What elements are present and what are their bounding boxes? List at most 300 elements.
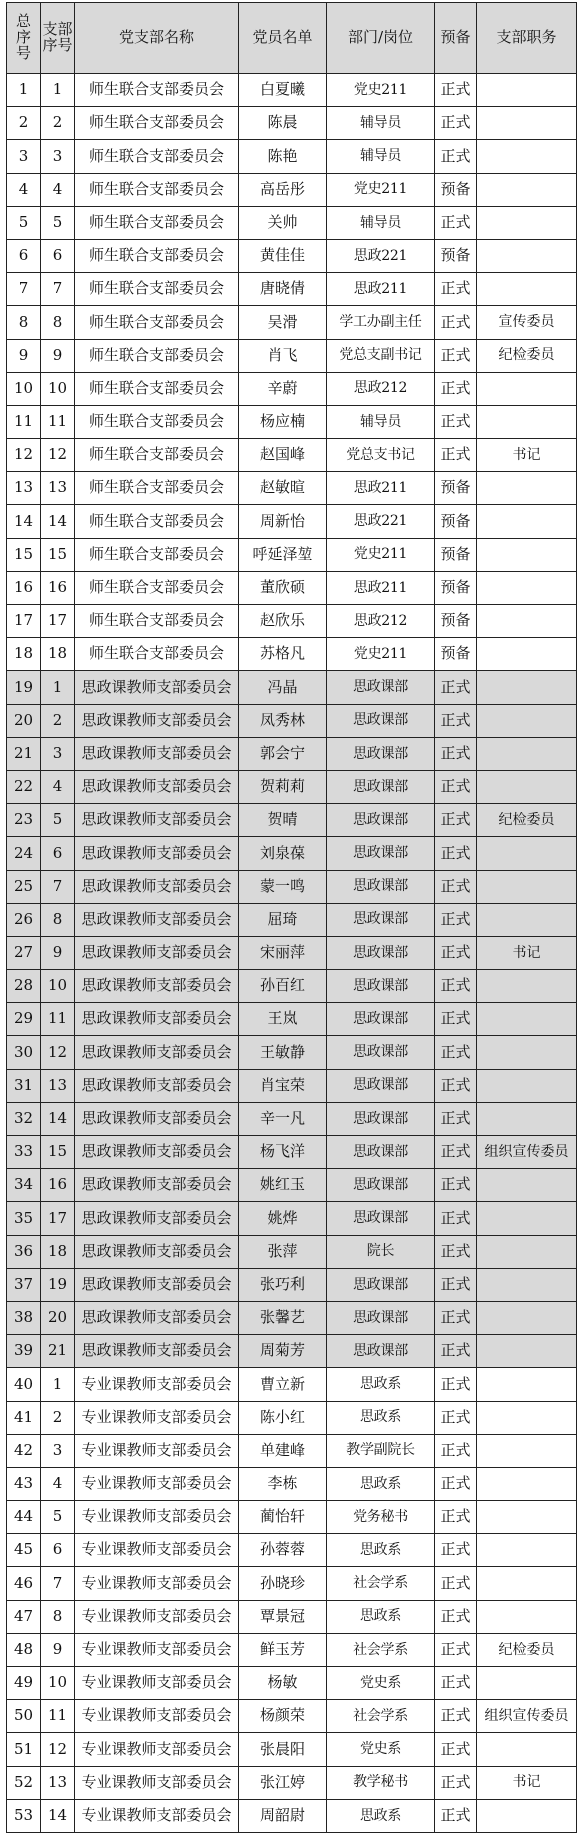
cell-branch-no: 4 — [41, 770, 75, 803]
cell-probation: 正式 — [435, 837, 477, 870]
cell-probation: 正式 — [435, 1700, 477, 1733]
cell-branch-no: 14 — [41, 1799, 75, 1832]
cell-probation: 正式 — [435, 1301, 477, 1334]
table-row — [7, 1766, 577, 1799]
table-row — [7, 306, 577, 339]
cell-branch-role — [477, 1102, 577, 1135]
cell-probation: 正式 — [435, 1667, 477, 1700]
cell-dept-position: 思政课部 — [327, 936, 435, 969]
cell-total-no: 4 — [7, 173, 41, 206]
cell-dept-position: 思政211 — [327, 273, 435, 306]
cell-branch-no: 6 — [41, 837, 75, 870]
cell-branch-role — [477, 1235, 577, 1268]
cell-total-no: 51 — [7, 1733, 41, 1766]
cell-branch-name: 思政课教师支部委员会 — [75, 1003, 239, 1036]
cell-member-name: 姚红玉 — [239, 1169, 327, 1202]
cell-branch-name: 专业课教师支部委员会 — [75, 1501, 239, 1534]
cell-total-no: 31 — [7, 1069, 41, 1102]
cell-branch-name: 师生联合支部委员会 — [75, 439, 239, 472]
cell-branch-name: 师生联合支部委员会 — [75, 339, 239, 372]
cell-branch-name: 思政课教师支部委员会 — [75, 1102, 239, 1135]
cell-branch-name: 师生联合支部委员会 — [75, 405, 239, 438]
cell-dept-position: 党史211 — [327, 173, 435, 206]
cell-probation: 正式 — [435, 1069, 477, 1102]
cell-dept-position: 党务秘书 — [327, 1501, 435, 1534]
cell-branch-no: 9 — [41, 339, 75, 372]
cell-dept-position: 思政课部 — [327, 970, 435, 1003]
cell-total-no: 41 — [7, 1401, 41, 1434]
cell-branch-role: 组织宣传委员 — [477, 1700, 577, 1733]
cell-member-name: 辛一凡 — [239, 1102, 327, 1135]
table-row — [7, 239, 577, 272]
cell-branch-name: 思政课教师支部委员会 — [75, 704, 239, 737]
cell-branch-role — [477, 1667, 577, 1700]
cell-branch-role — [477, 1368, 577, 1401]
cell-probation: 正式 — [435, 1368, 477, 1401]
cell-branch-name: 思政课教师支部委员会 — [75, 1301, 239, 1334]
cell-branch-no: 18 — [41, 1235, 75, 1268]
cell-probation: 正式 — [435, 1036, 477, 1069]
cell-member-name: 郭会宁 — [239, 737, 327, 770]
cell-member-name: 张馨艺 — [239, 1301, 327, 1334]
cell-dept-position: 党史211 — [327, 638, 435, 671]
cell-dept-position: 思政课部 — [327, 837, 435, 870]
cell-total-no: 42 — [7, 1434, 41, 1467]
cell-branch-name: 师生联合支部委员会 — [75, 74, 239, 107]
cell-branch-no: 1 — [41, 74, 75, 107]
table-row — [7, 837, 577, 870]
cell-branch-role — [477, 1733, 577, 1766]
table-row — [7, 804, 577, 837]
cell-probation: 正式 — [435, 74, 477, 107]
header-branch-role: 支部职务 — [477, 3, 577, 74]
cell-branch-name: 专业课教师支部委员会 — [75, 1700, 239, 1733]
cell-member-name: 杨飞洋 — [239, 1136, 327, 1169]
cell-total-no: 2 — [7, 107, 41, 140]
cell-branch-role: 纪检委员 — [477, 804, 577, 837]
cell-branch-no: 20 — [41, 1301, 75, 1334]
cell-total-no: 29 — [7, 1003, 41, 1036]
cell-dept-position: 思政221 — [327, 239, 435, 272]
cell-branch-role — [477, 605, 577, 638]
cell-dept-position: 党史211 — [327, 538, 435, 571]
table-row — [7, 1169, 577, 1202]
cell-branch-no: 17 — [41, 1202, 75, 1235]
cell-branch-name: 专业课教师支部委员会 — [75, 1733, 239, 1766]
cell-dept-position: 思政212 — [327, 372, 435, 405]
cell-member-name: 冯晶 — [239, 671, 327, 704]
cell-branch-role — [477, 970, 577, 1003]
cell-branch-role: 宣传委员 — [477, 306, 577, 339]
cell-total-no: 11 — [7, 405, 41, 438]
cell-branch-no: 8 — [41, 306, 75, 339]
table-row — [7, 339, 577, 372]
cell-member-name: 苏格凡 — [239, 638, 327, 671]
table-row — [7, 571, 577, 604]
cell-member-name: 高岳彤 — [239, 173, 327, 206]
cell-dept-position: 教学副院长 — [327, 1434, 435, 1467]
cell-total-no: 9 — [7, 339, 41, 372]
cell-dept-position: 社会学系 — [327, 1700, 435, 1733]
cell-probation: 正式 — [435, 1136, 477, 1169]
cell-branch-role — [477, 1268, 577, 1301]
cell-branch-name: 专业课教师支部委员会 — [75, 1534, 239, 1567]
cell-member-name: 王岚 — [239, 1003, 327, 1036]
cell-branch-no: 9 — [41, 936, 75, 969]
cell-probation: 正式 — [435, 870, 477, 903]
table-row — [7, 1401, 577, 1434]
header-branch-name: 党支部名称 — [75, 3, 239, 74]
cell-probation: 正式 — [435, 737, 477, 770]
cell-branch-no: 18 — [41, 638, 75, 671]
cell-dept-position: 思政系 — [327, 1401, 435, 1434]
cell-probation: 正式 — [435, 936, 477, 969]
cell-branch-no: 7 — [41, 1567, 75, 1600]
cell-probation: 正式 — [435, 671, 477, 704]
cell-branch-role — [477, 173, 577, 206]
cell-dept-position: 社会学系 — [327, 1567, 435, 1600]
table-row — [7, 605, 577, 638]
cell-member-name: 贺晴 — [239, 804, 327, 837]
cell-member-name: 屈琦 — [239, 903, 327, 936]
cell-probation: 正式 — [435, 1766, 477, 1799]
cell-dept-position: 辅导员 — [327, 405, 435, 438]
cell-total-no: 34 — [7, 1169, 41, 1202]
cell-member-name: 黄佳佳 — [239, 239, 327, 272]
cell-member-name: 刘泉葆 — [239, 837, 327, 870]
cell-branch-no: 19 — [41, 1268, 75, 1301]
cell-member-name: 吴滑 — [239, 306, 327, 339]
table-row — [7, 1534, 577, 1567]
cell-dept-position: 思政课部 — [327, 870, 435, 903]
cell-total-no: 38 — [7, 1301, 41, 1334]
cell-probation: 预备 — [435, 505, 477, 538]
cell-branch-role — [477, 1069, 577, 1102]
cell-total-no: 44 — [7, 1501, 41, 1534]
cell-branch-name: 师生联合支部委员会 — [75, 173, 239, 206]
cell-branch-no: 3 — [41, 737, 75, 770]
table-row — [7, 1467, 577, 1500]
table-row — [7, 1136, 577, 1169]
cell-branch-name: 师生联合支部委员会 — [75, 472, 239, 505]
cell-branch-role — [477, 239, 577, 272]
table-row — [7, 638, 577, 671]
cell-branch-no: 2 — [41, 107, 75, 140]
cell-member-name: 孙晓珍 — [239, 1567, 327, 1600]
cell-branch-name: 师生联合支部委员会 — [75, 140, 239, 173]
cell-branch-no: 1 — [41, 1368, 75, 1401]
cell-branch-name: 思政课教师支部委员会 — [75, 1136, 239, 1169]
cell-dept-position: 思政课部 — [327, 1003, 435, 1036]
table-row — [7, 704, 577, 737]
cell-total-no: 25 — [7, 870, 41, 903]
cell-branch-no: 17 — [41, 605, 75, 638]
cell-probation: 正式 — [435, 1235, 477, 1268]
table-row — [7, 1268, 577, 1301]
table-row — [7, 1036, 577, 1069]
table-row — [7, 870, 577, 903]
cell-dept-position: 思政221 — [327, 505, 435, 538]
cell-branch-name: 专业课教师支部委员会 — [75, 1766, 239, 1799]
cell-total-no: 10 — [7, 372, 41, 405]
cell-branch-role — [477, 671, 577, 704]
cell-branch-name: 思政课教师支部委员会 — [75, 671, 239, 704]
cell-branch-role — [477, 1202, 577, 1235]
cell-branch-role — [477, 704, 577, 737]
table-body — [7, 74, 577, 1833]
cell-branch-name: 思政课教师支部委员会 — [75, 870, 239, 903]
cell-branch-name: 专业课教师支部委员会 — [75, 1799, 239, 1832]
cell-dept-position: 思政课部 — [327, 1335, 435, 1368]
table-row — [7, 1003, 577, 1036]
cell-branch-name: 思政课教师支部委员会 — [75, 1268, 239, 1301]
cell-member-name: 张巧利 — [239, 1268, 327, 1301]
cell-branch-no: 1 — [41, 671, 75, 704]
cell-branch-role — [477, 1501, 577, 1534]
cell-total-no: 39 — [7, 1335, 41, 1368]
table-row — [7, 1368, 577, 1401]
cell-probation: 正式 — [435, 1401, 477, 1434]
cell-member-name: 杨颜荣 — [239, 1700, 327, 1733]
cell-dept-position: 党史系 — [327, 1667, 435, 1700]
cell-branch-name: 专业课教师支部委员会 — [75, 1368, 239, 1401]
cell-dept-position: 思政系 — [327, 1600, 435, 1633]
header-member-name: 党员名单 — [239, 3, 327, 74]
cell-branch-no: 4 — [41, 173, 75, 206]
cell-member-name: 陈艳 — [239, 140, 327, 173]
cell-member-name: 蒙一鸣 — [239, 870, 327, 903]
cell-member-name: 单建峰 — [239, 1434, 327, 1467]
cell-member-name: 覃景冠 — [239, 1600, 327, 1633]
cell-branch-no: 14 — [41, 505, 75, 538]
cell-member-name: 周菊芳 — [239, 1335, 327, 1368]
table-row — [7, 737, 577, 770]
cell-branch-role — [477, 1169, 577, 1202]
cell-branch-no: 9 — [41, 1633, 75, 1666]
cell-branch-name: 专业课教师支部委员会 — [75, 1633, 239, 1666]
cell-probation: 预备 — [435, 538, 477, 571]
cell-total-no: 50 — [7, 1700, 41, 1733]
cell-branch-role — [477, 770, 577, 803]
cell-branch-role: 组织宣传委员 — [477, 1136, 577, 1169]
cell-branch-no: 6 — [41, 1534, 75, 1567]
table-row — [7, 173, 577, 206]
cell-branch-name: 思政课教师支部委员会 — [75, 804, 239, 837]
cell-branch-no: 5 — [41, 804, 75, 837]
table-row — [7, 970, 577, 1003]
cell-branch-role: 纪检委员 — [477, 1633, 577, 1666]
table-row — [7, 1069, 577, 1102]
cell-member-name: 孙蓉蓉 — [239, 1534, 327, 1567]
cell-branch-no: 8 — [41, 903, 75, 936]
table-row — [7, 770, 577, 803]
cell-branch-name: 思政课教师支部委员会 — [75, 1235, 239, 1268]
cell-branch-role — [477, 737, 577, 770]
cell-dept-position: 学工办副主任 — [327, 306, 435, 339]
cell-probation: 正式 — [435, 1202, 477, 1235]
cell-branch-role — [477, 1335, 577, 1368]
cell-total-no: 53 — [7, 1799, 41, 1832]
cell-total-no: 46 — [7, 1567, 41, 1600]
cell-total-no: 28 — [7, 970, 41, 1003]
table-row — [7, 936, 577, 969]
cell-branch-no: 7 — [41, 870, 75, 903]
cell-branch-name: 专业课教师支部委员会 — [75, 1667, 239, 1700]
cell-branch-no: 21 — [41, 1335, 75, 1368]
cell-dept-position: 思政课部 — [327, 1136, 435, 1169]
table-row — [7, 1335, 577, 1368]
cell-probation: 正式 — [435, 1733, 477, 1766]
cell-total-no: 47 — [7, 1600, 41, 1633]
roster-sheet — [6, 2, 576, 1833]
cell-dept-position: 思政课部 — [327, 1102, 435, 1135]
cell-member-name: 辛蔚 — [239, 372, 327, 405]
cell-branch-no: 10 — [41, 970, 75, 1003]
cell-total-no: 23 — [7, 804, 41, 837]
cell-branch-role — [477, 837, 577, 870]
cell-probation: 预备 — [435, 571, 477, 604]
cell-branch-name: 专业课教师支部委员会 — [75, 1600, 239, 1633]
cell-branch-no: 10 — [41, 1667, 75, 1700]
cell-dept-position: 辅导员 — [327, 140, 435, 173]
cell-branch-name: 思政课教师支部委员会 — [75, 737, 239, 770]
cell-probation: 正式 — [435, 1003, 477, 1036]
cell-total-no: 6 — [7, 239, 41, 272]
cell-probation: 正式 — [435, 1467, 477, 1500]
cell-branch-no: 8 — [41, 1600, 75, 1633]
cell-branch-role — [477, 538, 577, 571]
cell-branch-role — [477, 903, 577, 936]
table-row — [7, 538, 577, 571]
cell-branch-name: 师生联合支部委员会 — [75, 505, 239, 538]
cell-member-name: 白夏曦 — [239, 74, 327, 107]
cell-dept-position: 思政课部 — [327, 1169, 435, 1202]
cell-member-name: 曹立新 — [239, 1368, 327, 1401]
cell-member-name: 周新怡 — [239, 505, 327, 538]
cell-total-no: 13 — [7, 472, 41, 505]
cell-total-no: 37 — [7, 1268, 41, 1301]
cell-branch-no: 3 — [41, 1434, 75, 1467]
cell-member-name: 宋丽萍 — [239, 936, 327, 969]
cell-probation: 正式 — [435, 405, 477, 438]
cell-dept-position: 党总支书记 — [327, 439, 435, 472]
cell-total-no: 33 — [7, 1136, 41, 1169]
party-member-table — [6, 2, 577, 1833]
cell-total-no: 35 — [7, 1202, 41, 1235]
cell-probation: 正式 — [435, 903, 477, 936]
cell-branch-role — [477, 1799, 577, 1832]
cell-branch-no: 15 — [41, 1136, 75, 1169]
table-row — [7, 1799, 577, 1832]
cell-dept-position: 思政课部 — [327, 903, 435, 936]
cell-member-name: 关帅 — [239, 206, 327, 239]
cell-dept-position: 思政课部 — [327, 671, 435, 704]
cell-probation: 正式 — [435, 1567, 477, 1600]
cell-total-no: 7 — [7, 273, 41, 306]
cell-dept-position: 思政课部 — [327, 804, 435, 837]
cell-probation: 正式 — [435, 1335, 477, 1368]
cell-branch-no: 11 — [41, 1003, 75, 1036]
cell-member-name: 姚烨 — [239, 1202, 327, 1235]
cell-probation: 正式 — [435, 1633, 477, 1666]
cell-dept-position: 辅导员 — [327, 206, 435, 239]
cell-branch-role — [477, 571, 577, 604]
cell-branch-name: 师生联合支部委员会 — [75, 538, 239, 571]
cell-dept-position: 思政课部 — [327, 1202, 435, 1235]
cell-branch-role — [477, 870, 577, 903]
cell-member-name: 陈晨 — [239, 107, 327, 140]
cell-branch-no: 5 — [41, 1501, 75, 1534]
cell-total-no: 22 — [7, 770, 41, 803]
table-row — [7, 206, 577, 239]
cell-dept-position: 党总支副书记 — [327, 339, 435, 372]
cell-branch-no: 12 — [41, 439, 75, 472]
header-branch-no: 支部 序号 — [41, 3, 75, 74]
cell-member-name: 赵国峰 — [239, 439, 327, 472]
cell-branch-no: 4 — [41, 1467, 75, 1500]
header-dept-position: 部门/岗位 — [327, 3, 435, 74]
cell-branch-name: 专业课教师支部委员会 — [75, 1567, 239, 1600]
cell-branch-no: 10 — [41, 372, 75, 405]
cell-branch-no: 2 — [41, 704, 75, 737]
cell-branch-no: 11 — [41, 1700, 75, 1733]
cell-total-no: 12 — [7, 439, 41, 472]
cell-dept-position: 院长 — [327, 1235, 435, 1268]
cell-member-name: 肖飞 — [239, 339, 327, 372]
cell-branch-role — [477, 206, 577, 239]
cell-probation: 正式 — [435, 1169, 477, 1202]
cell-branch-role — [477, 638, 577, 671]
cell-dept-position: 思政课部 — [327, 737, 435, 770]
cell-probation: 正式 — [435, 970, 477, 1003]
cell-dept-position: 思政系 — [327, 1534, 435, 1567]
cell-branch-no: 3 — [41, 140, 75, 173]
cell-member-name: 唐晓倩 — [239, 273, 327, 306]
cell-branch-no: 2 — [41, 1401, 75, 1434]
cell-total-no: 43 — [7, 1467, 41, 1500]
table-row — [7, 671, 577, 704]
cell-member-name: 呼延泽堃 — [239, 538, 327, 571]
cell-dept-position: 思政课部 — [327, 770, 435, 803]
cell-member-name: 陈小红 — [239, 1401, 327, 1434]
cell-member-name: 周韶尉 — [239, 1799, 327, 1832]
table-row — [7, 1733, 577, 1766]
cell-branch-no: 13 — [41, 472, 75, 505]
table-row — [7, 1667, 577, 1700]
cell-member-name: 杨敏 — [239, 1667, 327, 1700]
cell-branch-name: 思政课教师支部委员会 — [75, 970, 239, 1003]
cell-member-name: 董欣硕 — [239, 571, 327, 604]
cell-member-name: 鲜玉芳 — [239, 1633, 327, 1666]
cell-branch-name: 师生联合支部委员会 — [75, 239, 239, 272]
cell-total-no: 5 — [7, 206, 41, 239]
cell-total-no: 48 — [7, 1633, 41, 1666]
table-row — [7, 472, 577, 505]
cell-total-no: 15 — [7, 538, 41, 571]
cell-probation: 预备 — [435, 472, 477, 505]
cell-branch-name: 思政课教师支部委员会 — [75, 770, 239, 803]
cell-probation: 正式 — [435, 107, 477, 140]
cell-total-no: 40 — [7, 1368, 41, 1401]
cell-dept-position: 思政系 — [327, 1467, 435, 1500]
cell-branch-name: 师生联合支部委员会 — [75, 273, 239, 306]
cell-branch-role — [477, 1600, 577, 1633]
cell-dept-position: 思政课部 — [327, 1301, 435, 1334]
cell-branch-role — [477, 107, 577, 140]
cell-branch-name: 思政课教师支部委员会 — [75, 1169, 239, 1202]
table-row — [7, 372, 577, 405]
cell-branch-name: 专业课教师支部委员会 — [75, 1401, 239, 1434]
